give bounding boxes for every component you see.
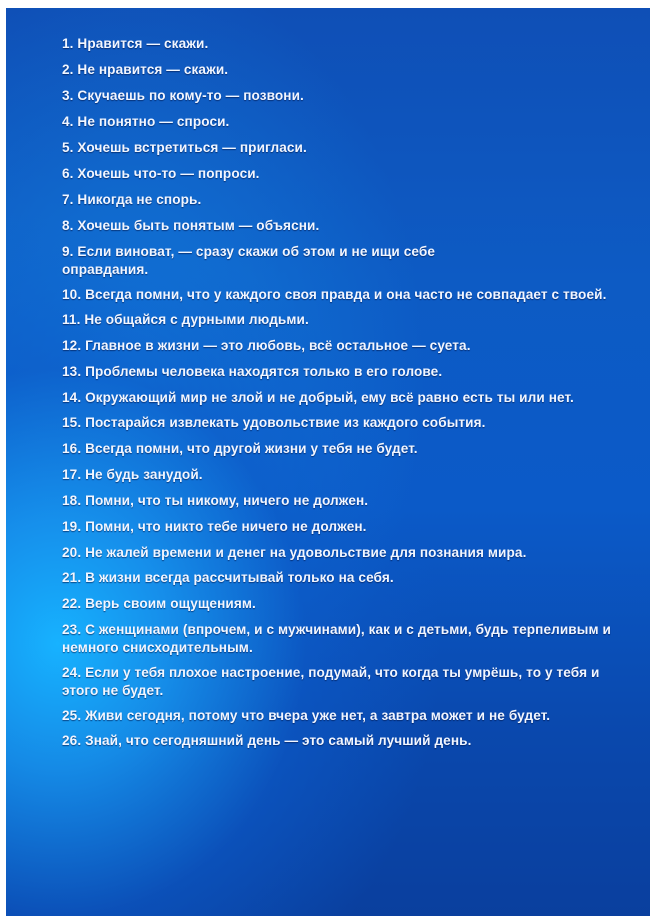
- rules-list: [62, 35, 632, 758]
- rule-item: 22. Верь своим ощущениям.: [62, 596, 256, 611]
- rule-item: 25. Живи сегодня, потому что вчера уже нет, а завтра может и не будет.: [62, 708, 551, 723]
- rule-item: 11. Не общайся с дурными людьми.: [62, 312, 309, 327]
- rule-item: 24. Если у тебя плохое настроение, подумай, что когда ты умрёшь, то у тебя и этого не будет.: [62, 665, 600, 698]
- rule-item: 3. Скучаешь по кому-то — позвони.: [62, 88, 304, 103]
- rule-item: 10. Всегда помни, что у каждого своя правда и она часто не совпадает с твоей.: [62, 287, 607, 302]
- rule-item: 17. Не будь занудой.: [62, 467, 203, 482]
- rule-item: 18. Помни, что ты никому, ничего не должен.: [62, 493, 369, 508]
- rule-item: 8. Хочешь быть понятым — объясни.: [62, 218, 320, 233]
- rule-item: 2. Не нравится — скажи.: [62, 62, 229, 77]
- poster-background: [6, 8, 650, 916]
- rule-item: 7. Никогда не спорь.: [62, 192, 202, 207]
- rule-item: 21. В жизни всегда рассчитывай только на себя.: [62, 570, 394, 585]
- rule-item: 5. Хочешь встретиться — пригласи.: [62, 140, 307, 155]
- rule-item: 13. Проблемы человека находятся только в его голове.: [62, 364, 443, 379]
- rule-item: 26. Знай, что сегодняшний день — это самый лучший день.: [62, 733, 472, 748]
- rule-item: 4. Не понятно — спроси.: [62, 114, 230, 129]
- rule-item: 20. Не жалей времени и денег на удовольствие для познания мира.: [62, 545, 527, 560]
- rule-item: 12. Главное в жизни — это любовь, всё остальное — суета.: [62, 338, 471, 353]
- rule-item: 23. С женщинами (впрочем, и с мужчинами), как и с детьми, будь терпеливым и немного снисходительным.: [62, 622, 611, 655]
- rule-item: 6. Хочешь что-то — попроси.: [62, 166, 260, 181]
- rule-item: 16. Всегда помни, что другой жизни у тебя не будет.: [62, 441, 418, 456]
- rule-item: 1. Нравится — скажи.: [62, 36, 209, 51]
- rule-item: 19. Помни, что никто тебе ничего не должен.: [62, 519, 367, 534]
- rule-item: 14. Окружающий мир не злой и не добрый, ему всё равно есть ты или нет.: [62, 390, 574, 405]
- rule-item: 15. Постарайся извлекать удовольствие из каждого события.: [62, 415, 486, 430]
- rule-item: 9. Если виноват, — сразу скажи об этом и не ищи себе оправдания.: [62, 244, 436, 277]
